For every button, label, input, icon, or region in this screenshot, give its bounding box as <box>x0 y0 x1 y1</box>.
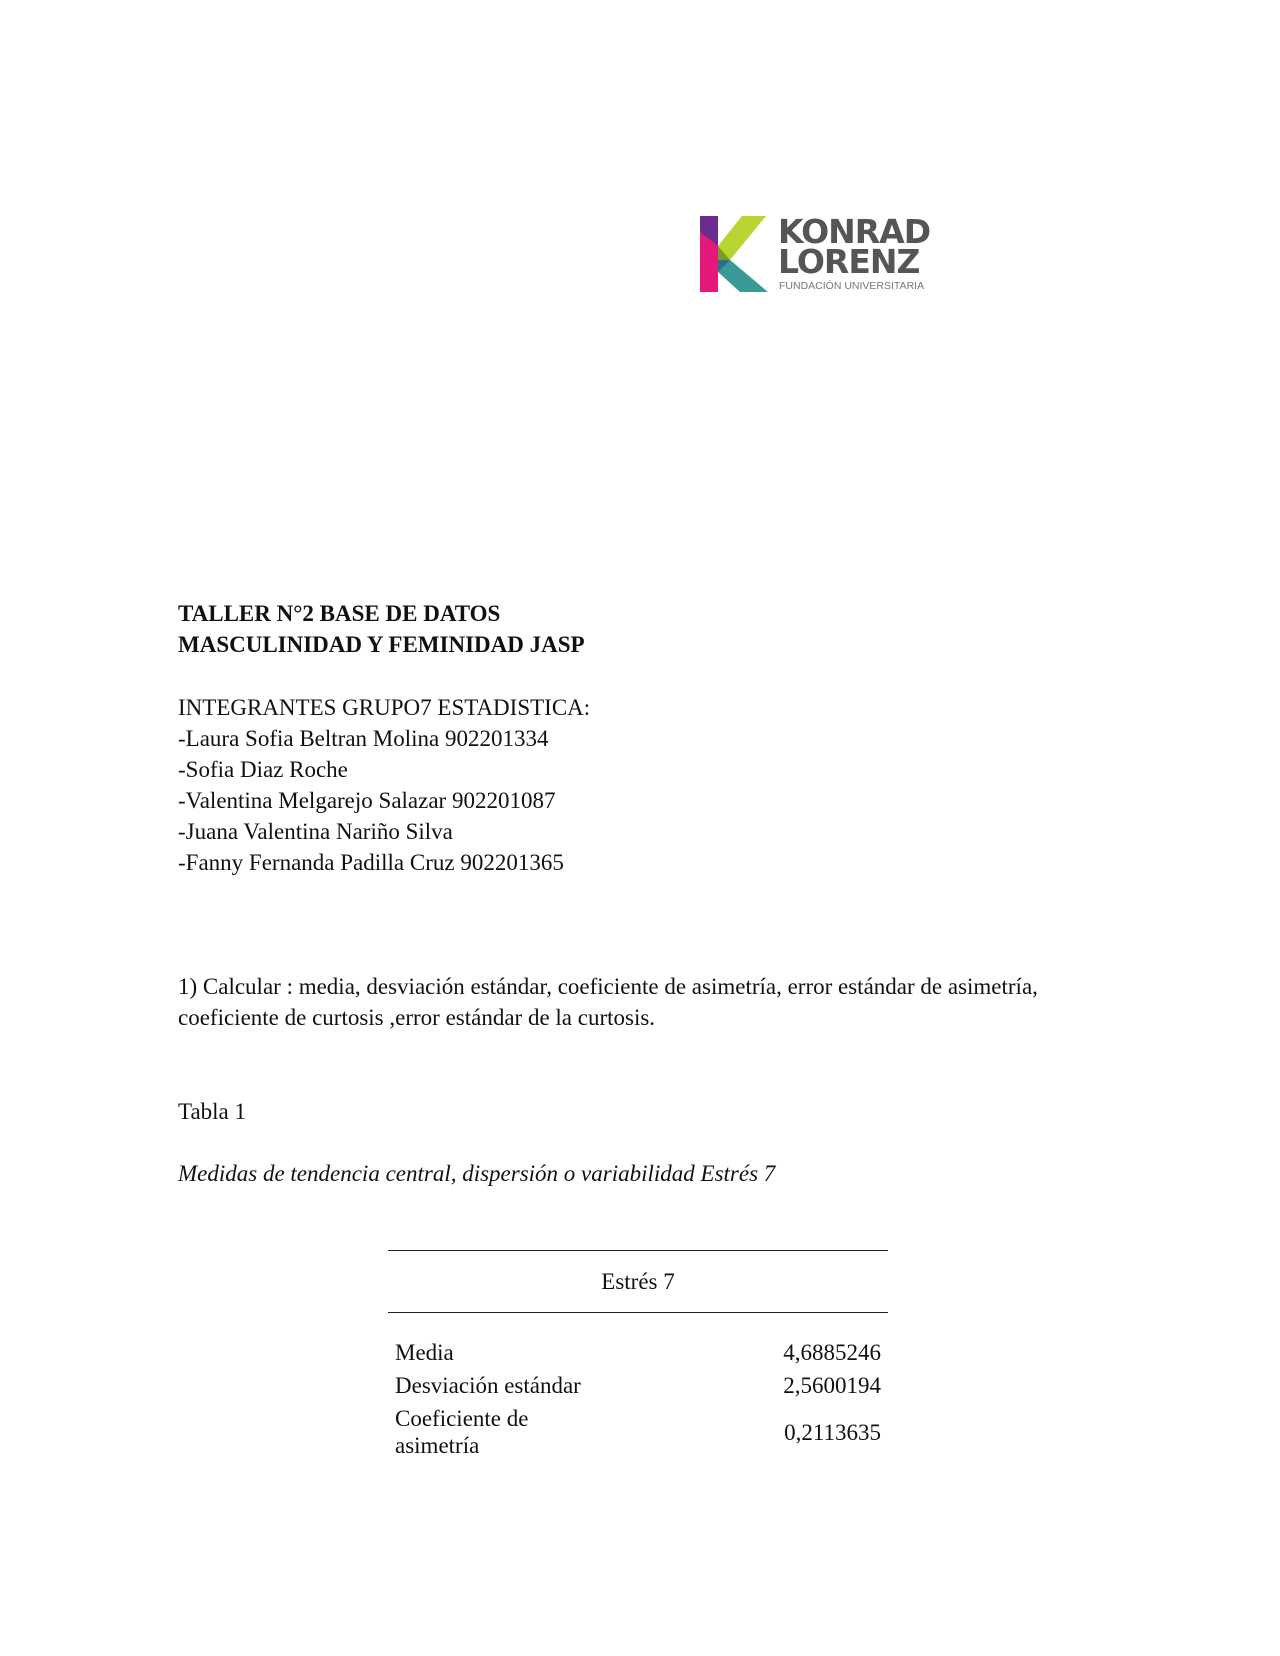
table-row <box>388 1372 888 1399</box>
table-caption: Medidas de tendencia central, dispersión o variabilidad Estrés 7 <box>178 1161 776 1186</box>
title-line-2: MASCULINIDAD Y FEMINIDAD JASP <box>178 632 585 657</box>
title-line-1: TALLER N°2 BASE DE DATOS <box>178 601 501 626</box>
row-value: 2,5600194 <box>783 1373 881 1398</box>
logo-word-lorenz: LORENZ <box>778 242 920 281</box>
member-item: -Valentina Melgarejo Salazar 902201087 <box>178 788 556 813</box>
member-item: -Fanny Fernanda Padilla Cruz 902201365 <box>178 850 564 875</box>
member-item: -Sofia Diaz Roche <box>178 757 348 782</box>
konrad-lorenz-k-mark-icon <box>700 216 772 292</box>
document-title <box>178 598 585 660</box>
question-text: 1) Calcular : media, desviación estándar, coeficiente de asimetría, error estándar de asimetría, coeficiente de curtosis ,error estándar de la curtosis. <box>178 974 1038 1030</box>
row-label: Media <box>395 1340 454 1365</box>
table-label: Tabla 1 <box>178 1099 247 1124</box>
member-item: -Juana Valentina Nariño Silva <box>178 819 453 844</box>
row-value: 0,2113635 <box>784 1419 881 1445</box>
logo-subtitle: FUNDACIÓN UNIVERSITARIA <box>779 280 925 292</box>
table-row <box>388 1405 888 1459</box>
konrad-lorenz-logo <box>700 212 931 292</box>
members-heading: INTEGRANTES GRUPO7 ESTADISTICA: <box>178 695 591 720</box>
table-body <box>388 1313 888 1459</box>
row-label: Desviación estándar <box>395 1373 581 1398</box>
table-header: Estrés 7 <box>601 1269 675 1294</box>
logo-word-konrad: KONRAD <box>778 212 931 251</box>
row-label: Coeficiente de asimetría <box>395 1406 529 1458</box>
statistics-table <box>388 1250 888 1465</box>
members-block <box>178 692 590 878</box>
member-item: -Laura Sofia Beltran Molina 902201334 <box>178 726 549 751</box>
row-value: 4,6885246 <box>783 1340 881 1365</box>
table-row <box>388 1339 888 1366</box>
